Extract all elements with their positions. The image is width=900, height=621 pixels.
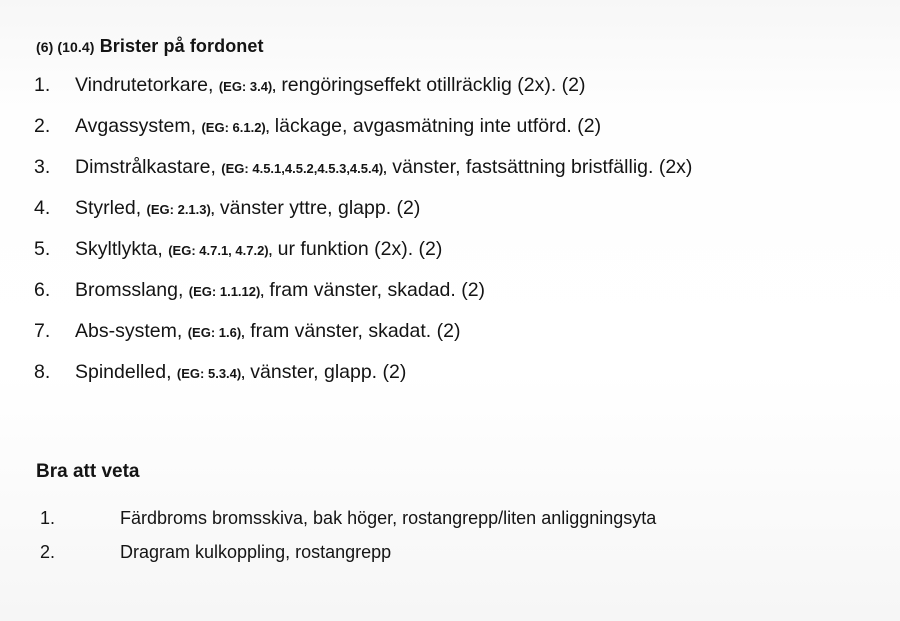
defect-text — [75, 279, 485, 302]
defect-description: läckage, avgasmätning inte utförd. (2) — [274, 115, 602, 137]
defect-name: Vindrutetorkare, — [75, 74, 214, 96]
defect-item — [34, 238, 874, 279]
defect-number: 3. — [34, 156, 51, 178]
defect-item — [34, 197, 874, 238]
defect-name: Bromsslang, — [75, 279, 184, 301]
defect-description: vänster, fastsättning bristfällig. (2x) — [392, 156, 693, 178]
info-number: 2. — [40, 542, 56, 562]
defect-text — [75, 197, 420, 220]
defect-name: Spindelled, — [75, 361, 172, 383]
section-title: Brister på fordonet — [99, 36, 264, 56]
defect-number: 4. — [34, 197, 51, 219]
defect-eg-ref: (EG: 1.1.12), — [188, 284, 264, 299]
info-heading: Bra att veta — [36, 461, 140, 482]
defect-number: 1. — [34, 74, 51, 96]
defect-number: 2. — [34, 115, 51, 137]
section-code: (6) (10.4) — [36, 39, 95, 55]
defect-description: vänster yttre, glapp. (2) — [219, 197, 421, 219]
defect-item — [34, 156, 874, 197]
defect-number: 8. — [34, 361, 51, 383]
defect-text — [75, 115, 601, 138]
section-heading — [36, 36, 264, 57]
info-item — [40, 542, 860, 576]
defect-name: Skyltlykta, — [75, 238, 163, 260]
defect-name: Dimstrålkastare, — [75, 156, 216, 178]
defect-description: fram vänster, skadat. (2) — [250, 320, 461, 342]
defect-item — [34, 74, 874, 115]
defect-text — [75, 74, 586, 97]
defect-text — [75, 238, 442, 261]
defect-name: Avgassystem, — [75, 115, 197, 137]
defect-description: rengöringseffekt otillräcklig (2x). (2) — [281, 74, 586, 96]
info-item — [40, 508, 860, 542]
defect-eg-ref: (EG: 5.3.4), — [176, 366, 245, 381]
defect-item — [34, 361, 874, 402]
info-list — [40, 508, 860, 576]
defect-name: Styrled, — [75, 197, 142, 219]
info-text: Färdbroms bromsskiva, bak höger, rostangrepp/liten anliggningsyta — [120, 508, 657, 528]
defect-description: vänster, glapp. (2) — [250, 361, 407, 383]
defect-text — [75, 156, 692, 179]
defect-eg-ref: (EG: 1.6), — [187, 325, 245, 340]
defect-description: ur funktion (2x). (2) — [277, 238, 443, 260]
defect-text — [75, 361, 406, 384]
defect-number: 6. — [34, 279, 51, 301]
defect-item — [34, 279, 874, 320]
defect-number: 7. — [34, 320, 51, 342]
defect-eg-ref: (EG: 4.5.1,4.5.2,4.5.3,4.5.4), — [221, 161, 387, 176]
defect-list — [34, 74, 874, 402]
defect-eg-ref: (EG: 4.7.1, 4.7.2), — [168, 243, 273, 258]
defect-name: Abs-system, — [75, 320, 183, 342]
defect-eg-ref: (EG: 3.4), — [218, 79, 276, 94]
defect-item — [34, 115, 874, 156]
defect-number: 5. — [34, 238, 51, 260]
defect-item — [34, 320, 874, 361]
info-text: Dragram kulkoppling, rostangrepp — [120, 542, 392, 562]
defect-description: fram vänster, skadad. (2) — [269, 279, 486, 301]
defect-text — [75, 320, 460, 343]
defect-eg-ref: (EG: 2.1.3), — [146, 202, 215, 217]
defect-eg-ref: (EG: 6.1.2), — [201, 120, 270, 135]
info-number: 1. — [40, 508, 56, 528]
